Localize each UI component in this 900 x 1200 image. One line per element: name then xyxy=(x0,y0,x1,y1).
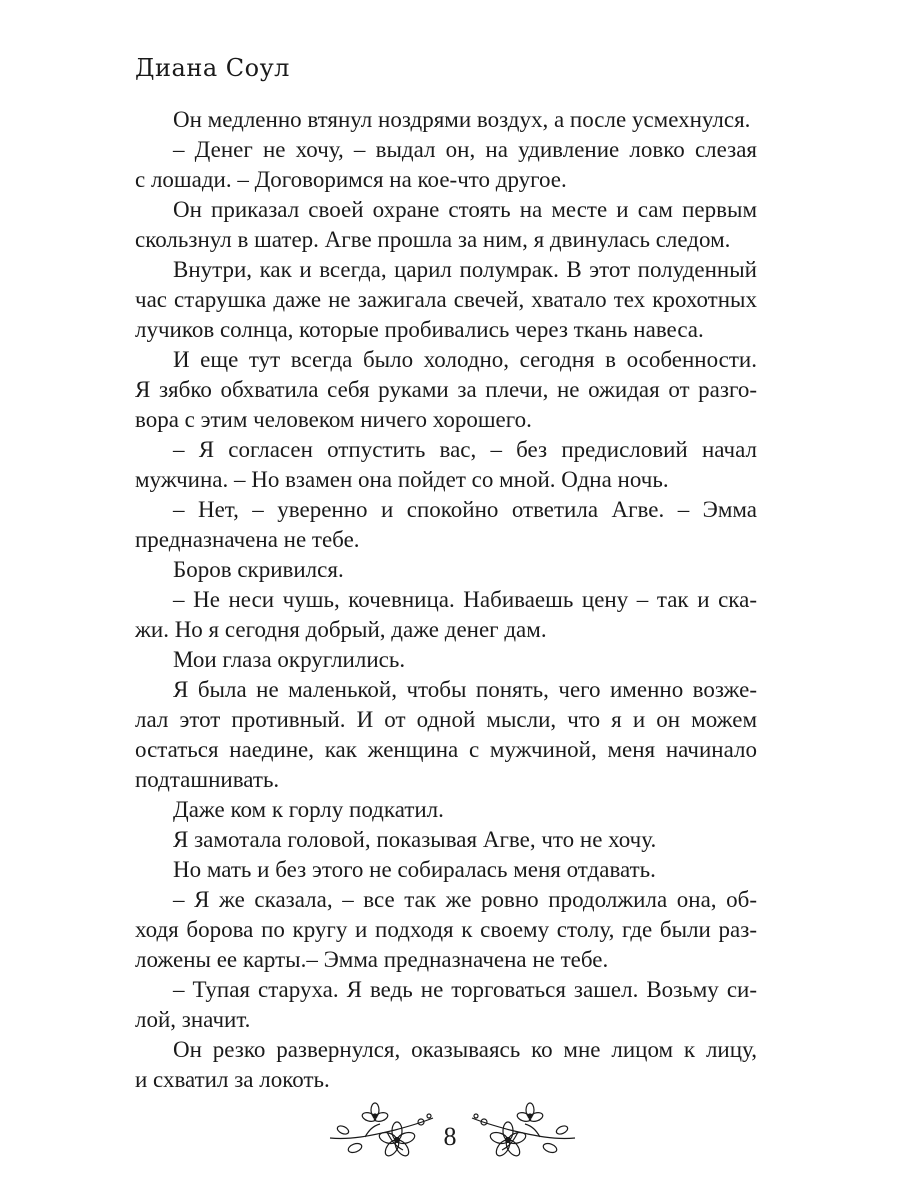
text-line: Боров скривился. xyxy=(173,557,344,582)
text-line: предназначена не тебе. xyxy=(135,527,360,552)
text-line: остаться наедине, как женщина с мужчиной, меня начинало xyxy=(135,737,757,762)
text-line: И еще тут всегда было холодно, сегодня в особенности. xyxy=(173,347,757,372)
text-line: – Денег не хочу, – выдал он, на удивление ловко слезая xyxy=(173,137,757,162)
body-text xyxy=(135,105,757,1095)
text-line: Он медленно втянул ноздрями воздух, а после усмехнулся. xyxy=(173,107,751,132)
text-line: Я была не маленькой, чтобы понять, чего именно возже- xyxy=(173,677,757,702)
text-line: с лошади. – Договоримся на кое-что другое. xyxy=(135,167,567,192)
text-line: час старушка даже не зажигала свечей, хватало тех крохотных xyxy=(135,287,757,312)
text-line: Я замотала головой, показывая Агве, что не хочу. xyxy=(173,827,657,852)
text-line: – Я же сказала, – все так же ровно продолжила она, об- xyxy=(173,887,757,912)
text-line: жи. Но я сегодня добрый, даже денег дам. xyxy=(135,617,547,642)
text-line: лой, значит. xyxy=(135,1007,251,1032)
text-line: и схватил за локоть. xyxy=(135,1067,330,1092)
text-line: лал этот противный. И от одной мысли, что я и он можем xyxy=(135,707,757,732)
text-line: – Тупая старуха. Я ведь не торговаться зашел. Возьму си- xyxy=(173,977,757,1002)
text-line: ходя борова по кругу и подходя к своему столу, где были раз- xyxy=(135,917,757,942)
text-line: Даже ком к горлу подкатил. xyxy=(173,797,444,822)
text-line: подташнивать. xyxy=(135,767,280,792)
text-line: Внутри, как и всегда, царил полумрак. В этот полуденный xyxy=(173,257,757,282)
text-line: мужчина. – Но взамен она пойдет со мной. Одна ночь. xyxy=(135,467,669,492)
text-line: Я зябко обхватила себя руками за плечи, не ожидая от разго- xyxy=(135,377,757,402)
running-head-author: Диана Соул xyxy=(135,54,290,82)
text-line: – Не неси чушь, кочевница. Набиваешь цену – так и ска- xyxy=(173,587,757,612)
page-footer xyxy=(0,1100,900,1180)
text-line: скользнул в шатер. Агве прошла за ним, я двинулась следом. xyxy=(135,227,731,252)
text-line: лучиков солнца, которые пробивались через ткань навеса. xyxy=(135,317,704,342)
text-line: ложены ее карты.– Эмма предназначена не тебе. xyxy=(135,947,609,972)
text-line: – Я согласен отпустить вас, – без предисловий начал xyxy=(173,437,757,462)
text-line: Он резко развернулся, оказываясь ко мне лицом к лицу, xyxy=(173,1037,757,1062)
text-line: – Нет, – уверенно и спокойно ответила Агве. – Эмма xyxy=(173,497,757,522)
page-number: 8 xyxy=(443,1122,457,1151)
text-line: Но мать и без этого не собиралась меня отдавать. xyxy=(173,857,656,882)
text-line: Мои глаза округлились. xyxy=(173,647,406,672)
text-line: вора с этим человеком ничего хорошего. xyxy=(135,407,532,432)
text-line: Он приказал своей охране стоять на месте и сам первым xyxy=(173,197,757,222)
magnolia-branch-icon xyxy=(470,1100,580,1170)
